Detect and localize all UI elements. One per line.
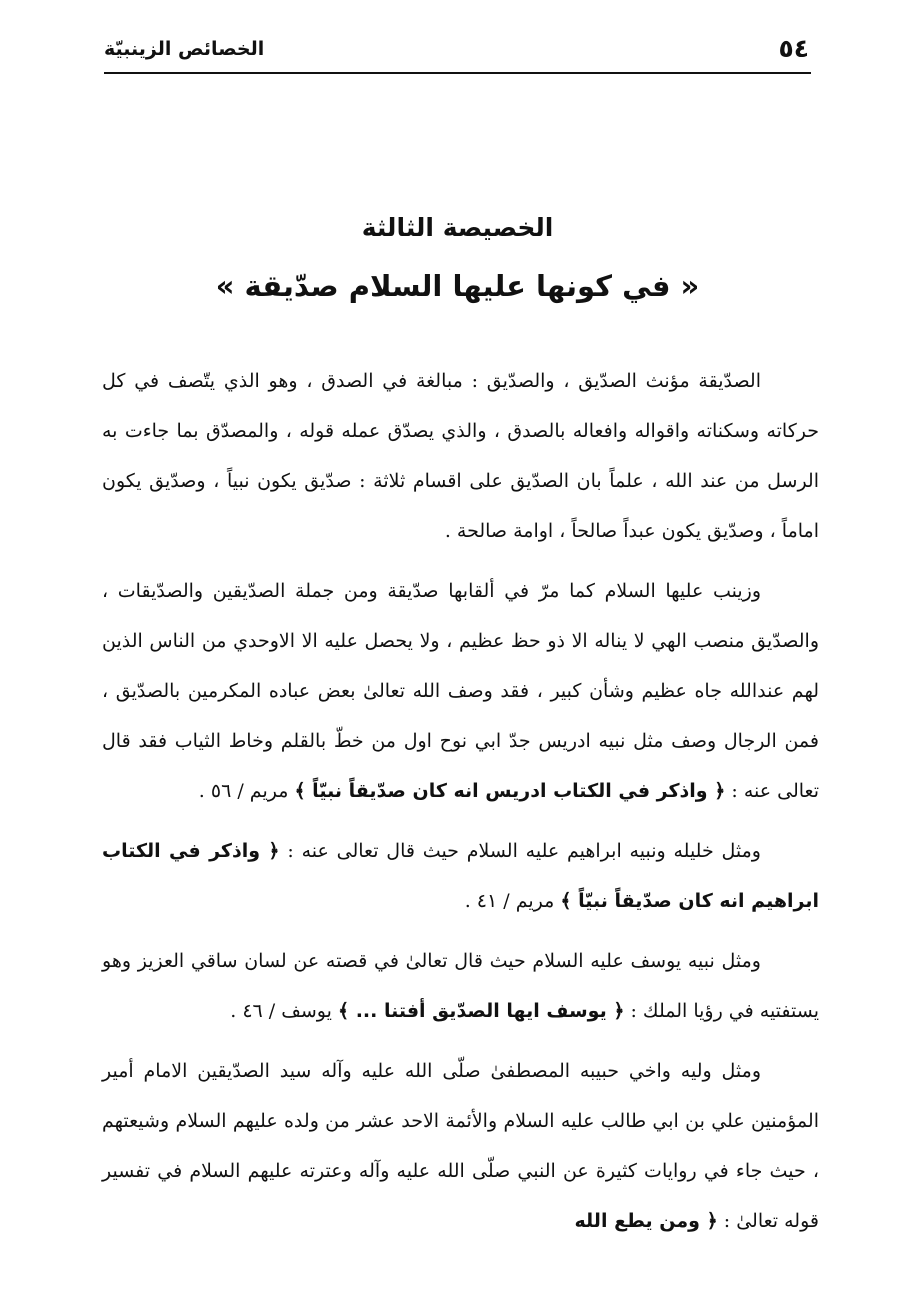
paragraph (102, 826, 819, 926)
paragraph-text: وزينب عليها السلام كما مرّ في ألقابها صدّيقة ومن جملة الصدّيقين والصدّيقات ، والصدّيق منصب الهي لا يناله الا ذو حظ عظيم ، ولا يحصل عليه الا الاوحدي من الناس الذين لهم عندالله جاه عظيم وشأن كبير ، فقد وصف الله تعالىٰ بعض عباده المكرمين بالصدّيق ، فمن الرجال وصف مثل نبيه ادريس جدّ ابي نوح اول من خطّ بالقلم وخاط الثياب فقد قال تعالى عنه : (102, 580, 819, 802)
paragraph-text: الصدّيقة مؤنث الصدّيق ، والصدّيق : مبالغة في الصدق ، وهو الذي يتّصف في كل حركاته وسكناته واقواله وافعاله بالصدق ، والذي يصدّق عمله قوله ، والمصدّق بما جاءت به الرسل من عند الله ، علماً بان الصدّيق على اقسام ثلاثة : صدّيق يكون نبياً ، وصدّيق يكون اماماً ، وصدّيق يكون عبداً صالحاً ، اوامة صالحة . (102, 370, 820, 542)
paragraph-text: ومثل نبيه يوسف عليه السلام حيث قال تعالىٰ في قصته عن لسان ساقي العزيز وهو يستفتيه في رؤيا الملك : (102, 950, 819, 1022)
quran-quote: ﴿ واذكر في الكتاب ابراهيم انه كان صدّيقاً نبيّاً ﴾ (102, 840, 819, 912)
paragraph (102, 1046, 819, 1246)
citation: يوسف / ٤٦ . (230, 1000, 338, 1022)
running-title: الخصائص الزينبيّة (104, 38, 265, 60)
paragraph (102, 356, 819, 556)
citation: مريم / ٥٦ . (198, 780, 295, 802)
paragraph (102, 936, 819, 1036)
citation: مريم / ٤١ . (464, 890, 561, 912)
page-number: ٥٤ (778, 34, 809, 63)
paragraph (102, 566, 819, 816)
body-text (102, 356, 819, 1256)
page-header (104, 32, 811, 74)
paragraph-text: ومثل خليله ونبيه ابراهيم عليه السلام حيث قال تعالى عنه : (279, 840, 761, 862)
quran-quote: ﴿ واذكر في الكتاب ادريس انه كان صدّيقاً نبيّاً ﴾ (294, 780, 726, 802)
paragraph-text: ومثل وليه واخي حبيبه المصطفىٰ صلّى الله عليه وآله سيد الصدّيقين الامام أمير المؤمنين علي بن ابي طالب عليه السلام والأئمة الاحد عشر من ولده عليهم السلام وشيعتهم ، حيث جاء في روايات كثيرة عن النبي صلّى الله عليه وآله وعترته عليهم السلام في تفسير قوله تعالىٰ : (102, 1060, 819, 1232)
quran-quote: ﴿ ومن يطع الله (574, 1210, 718, 1232)
section-subheading: « في كونها عليها السلام صدّيقة » (215, 269, 700, 303)
quran-quote: ﴿ يوسف ايها الصدّيق أفتنا ... ﴾ (337, 1000, 625, 1022)
section-heading: الخصيصة الثالثة (361, 213, 554, 242)
